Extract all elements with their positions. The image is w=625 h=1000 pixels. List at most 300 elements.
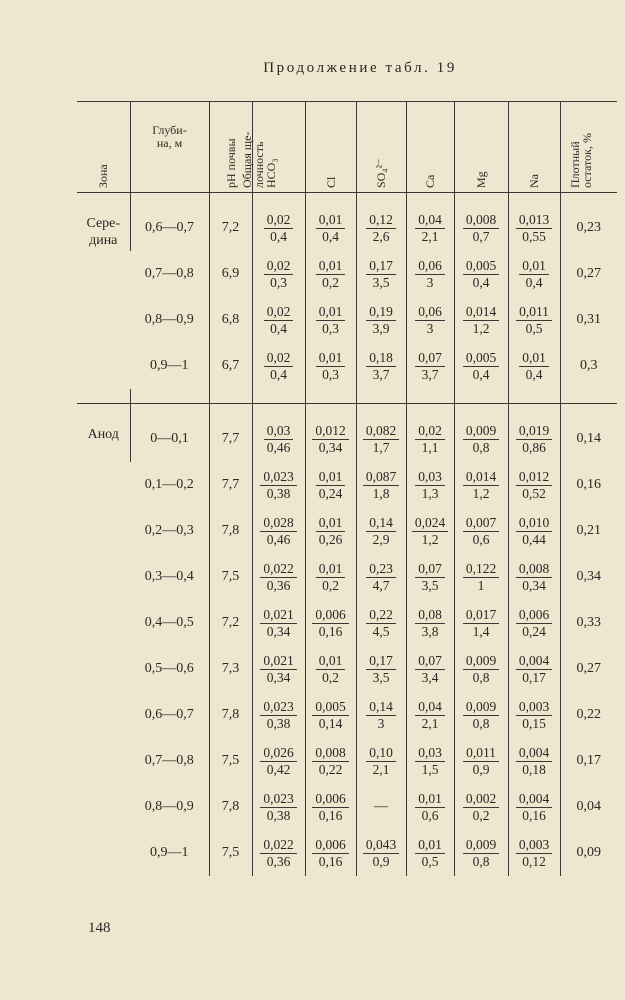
fraction: [366, 350, 396, 383]
mg-percent: 0,009: [463, 653, 499, 670]
fraction: [516, 699, 552, 732]
spacer-cell: [252, 193, 305, 206]
alk-percent: 0,02: [264, 304, 294, 321]
depth-cell: 0,3—0,4: [144, 569, 194, 584]
ca-cell: [406, 205, 454, 251]
alk-cell: [252, 738, 305, 784]
fraction: [415, 423, 445, 456]
cl-percent: 0,01: [316, 258, 346, 275]
cl-percent: 0,01: [316, 515, 346, 532]
cl-meq: 0,22: [318, 761, 343, 777]
spacer-cell: [560, 404, 617, 417]
so4-percent: 0,043: [363, 837, 399, 854]
ca-cell: [406, 251, 454, 297]
table-row: [77, 297, 617, 343]
fraction: [366, 745, 396, 778]
fraction: [463, 258, 499, 291]
ca-percent: 0,024: [412, 515, 448, 532]
ca-meq: 1,2: [421, 531, 439, 547]
so4-percent: 0,087: [363, 469, 399, 486]
table-caption: Продолжение табл. 19: [263, 60, 457, 76]
fraction: [366, 699, 396, 732]
fraction: [415, 469, 445, 502]
ca-cell: [406, 830, 454, 876]
na-percent: 0,011: [516, 304, 552, 321]
alk-percent: 0,023: [260, 699, 296, 716]
alk-cell: [252, 784, 305, 830]
mg-percent: 0,005: [463, 350, 499, 367]
depth-cell: 0,9—1: [150, 358, 189, 373]
mg-meq: 1,2: [472, 485, 490, 501]
ca-cell: [406, 600, 454, 646]
alk-meq: 0,4: [270, 320, 287, 336]
fraction: [264, 258, 294, 291]
fraction: [463, 699, 499, 732]
alk-meq: 0,4: [270, 228, 287, 244]
fraction: [260, 791, 296, 824]
depth-cell: 0,9—1: [150, 845, 189, 860]
alk-percent: 0,026: [260, 745, 296, 762]
depth-cell: 0,8—0,9: [144, 799, 194, 814]
fraction: [463, 515, 499, 548]
mg-meq: 0,6: [472, 531, 490, 547]
fraction: [264, 350, 294, 383]
table-row: [77, 343, 617, 389]
header-residue: Плотный остаток, %: [560, 102, 617, 193]
ca-cell: [406, 554, 454, 600]
mg-meq: 0,4: [472, 366, 490, 382]
alk-percent: 0,022: [260, 837, 296, 854]
fraction: [463, 304, 499, 337]
alk-meq: 0,46: [266, 439, 291, 455]
ph-cell: 6,8: [209, 297, 252, 343]
fraction: [412, 515, 448, 548]
so4-cell: [356, 205, 406, 251]
residue-cell: 0,21: [560, 508, 617, 554]
ph-cell: 7,2: [209, 205, 252, 251]
na-percent: 0,004: [516, 745, 552, 762]
alk-meq: 0,38: [266, 807, 291, 823]
so4-meq: 3,5: [372, 669, 390, 685]
fraction: [415, 258, 445, 291]
na-cell: [508, 692, 560, 738]
so4-cell: —: [356, 784, 406, 830]
ca-cell: [406, 297, 454, 343]
fraction: [516, 423, 552, 456]
ph-cell: 7,3: [209, 646, 252, 692]
table-row: [77, 646, 617, 692]
ca-meq: 1,1: [421, 439, 439, 455]
fraction: [463, 745, 499, 778]
mg-meq: 0,7: [472, 228, 490, 244]
so4-meq: 2,9: [372, 531, 390, 547]
fraction: [366, 258, 396, 291]
mg-cell: [454, 554, 508, 600]
fraction: [463, 791, 499, 824]
cl-cell: [305, 692, 356, 738]
fraction: [415, 607, 445, 640]
so4-meq: 1,8: [372, 485, 390, 501]
alk-cell: [252, 646, 305, 692]
ca-percent: 0,02: [415, 423, 445, 440]
fraction: [463, 561, 499, 594]
ca-cell: [406, 646, 454, 692]
alk-cell: [252, 554, 305, 600]
ca-percent: 0,06: [415, 258, 445, 275]
cl-meq: 0,16: [318, 807, 343, 823]
ca-percent: 0,04: [415, 212, 445, 229]
ca-meq: 2,1: [421, 715, 439, 731]
alk-meq: 0,42: [266, 761, 291, 777]
alk-cell: [252, 830, 305, 876]
spacer-cell: [508, 404, 560, 417]
fraction: [260, 699, 296, 732]
fraction: [516, 561, 552, 594]
fraction: [260, 469, 296, 502]
mg-percent: 0,014: [463, 304, 499, 321]
fraction: [415, 212, 445, 245]
ca-meq: 0,6: [421, 807, 439, 823]
spacer-cell: [406, 193, 454, 206]
residue-cell: 0,09: [560, 830, 617, 876]
na-percent: 0,004: [516, 791, 552, 808]
header-row: [77, 102, 617, 193]
ca-percent: 0,03: [415, 469, 445, 486]
depth-cell: 0,5—0,6: [144, 661, 194, 676]
spacer-cell: [130, 404, 209, 417]
cl-cell: [305, 205, 356, 251]
cl-meq: 0,14: [318, 715, 343, 731]
header-mg: Mg: [454, 102, 508, 193]
fraction: [316, 304, 346, 337]
spacer-cell: [77, 389, 130, 404]
cl-percent: 0,01: [316, 653, 346, 670]
cl-percent: 0,01: [316, 212, 346, 229]
cl-cell: [305, 343, 356, 389]
table-row: [77, 830, 617, 876]
ca-meq: 1,5: [421, 761, 439, 777]
residue-cell: 0,33: [560, 600, 617, 646]
fraction: [463, 212, 499, 245]
mg-cell: [454, 343, 508, 389]
na-cell: [508, 554, 560, 600]
mg-meq: 1,2: [472, 320, 490, 336]
mg-percent: 0,014: [463, 469, 499, 486]
fraction: [516, 515, 552, 548]
ca-cell: [406, 508, 454, 554]
alk-cell: [252, 297, 305, 343]
table-row: [77, 738, 617, 784]
fraction: [260, 515, 296, 548]
cl-cell: [305, 830, 356, 876]
na-percent: 0,019: [516, 423, 552, 440]
alk-cell: [252, 600, 305, 646]
so4-cell: [356, 600, 406, 646]
fraction: [312, 607, 348, 640]
mg-meq: 0,8: [472, 669, 490, 685]
fraction: [519, 258, 549, 291]
fraction: [316, 469, 346, 502]
depth-cell: 0,6—0,7: [130, 205, 209, 251]
so4-percent: 0,17: [366, 653, 396, 670]
ca-percent: 0,01: [415, 837, 445, 854]
cl-percent: 0,01: [316, 469, 346, 486]
alk-meq: 0,3: [270, 274, 287, 290]
fraction: [312, 745, 348, 778]
spacer-cell: [356, 404, 406, 417]
so4-percent: 0,10: [366, 745, 396, 762]
na-meq: 0,4: [525, 366, 543, 382]
fraction: [516, 212, 552, 245]
na-meq: 0,4: [525, 274, 543, 290]
ca-percent: 0,03: [415, 745, 445, 762]
fraction: [366, 607, 396, 640]
na-cell: [508, 830, 560, 876]
residue-cell: 0,22: [560, 692, 617, 738]
fraction: [415, 653, 445, 686]
residue-cell: 0,27: [560, 646, 617, 692]
fraction: [264, 423, 294, 456]
ph-cell: 7,7: [209, 416, 252, 462]
alk-cell: [252, 462, 305, 508]
mg-cell: [454, 205, 508, 251]
cl-percent: 0,008: [312, 745, 348, 762]
na-percent: 0,013: [516, 212, 552, 229]
mg-cell: [454, 297, 508, 343]
so4-meq: 1,7: [372, 439, 390, 455]
mg-percent: 0,011: [463, 745, 499, 762]
mg-cell: [454, 646, 508, 692]
mg-meq: 0,4: [472, 274, 490, 290]
ca-percent: 0,07: [415, 350, 445, 367]
cl-meq: 0,34: [318, 439, 343, 455]
na-meq: 0,17: [522, 669, 546, 685]
depth-cell: 0,1—0,2: [144, 477, 194, 492]
fraction: [415, 791, 445, 824]
spacer-row: [77, 389, 617, 404]
na-meq: 0,18: [522, 761, 546, 777]
ca-meq: 0,5: [421, 853, 439, 869]
na-cell: [508, 205, 560, 251]
mg-meq: 1,4: [472, 623, 490, 639]
alk-cell: [252, 508, 305, 554]
depth-cell: 0,4—0,5: [144, 615, 194, 630]
so4-cell: [356, 738, 406, 784]
fraction: [316, 653, 346, 686]
na-percent: 0,004: [516, 653, 552, 670]
fraction: [264, 212, 294, 245]
mg-meq: 1: [477, 577, 485, 593]
spacer-cell: [454, 389, 508, 404]
table-row: [77, 784, 617, 830]
cl-percent: 0,012: [312, 423, 348, 440]
na-percent: 0,010: [516, 515, 552, 532]
cl-meq: 0,3: [322, 320, 339, 336]
so4-cell: [356, 830, 406, 876]
na-percent: 0,012: [516, 469, 552, 486]
mg-cell: [454, 251, 508, 297]
mg-meq: 0,8: [472, 715, 490, 731]
so4-meq: 3,7: [372, 366, 390, 382]
alk-meq: 0,36: [266, 853, 291, 869]
spacer-cell: [252, 404, 305, 417]
fraction: [366, 653, 396, 686]
spacer-cell: [356, 389, 406, 404]
residue-cell: 0,04: [560, 784, 617, 830]
na-meq: 0,16: [522, 807, 546, 823]
so4-percent: 0,082: [363, 423, 399, 440]
zone-cell: Сере- дина: [86, 216, 121, 248]
mg-percent: 0,002: [463, 791, 499, 808]
spacer-cell: [252, 389, 305, 404]
fraction: [312, 791, 348, 824]
fraction: [516, 653, 552, 686]
ph-cell: 7,7: [209, 462, 252, 508]
so4-meq: 3: [377, 715, 385, 731]
so4-cell: [356, 692, 406, 738]
cl-meq: 0,16: [318, 623, 343, 639]
cl-percent: 0,006: [312, 607, 348, 624]
na-meq: 0,24: [522, 623, 546, 639]
mg-percent: 0,008: [463, 212, 499, 229]
alk-percent: 0,028: [260, 515, 296, 532]
alk-cell: [252, 692, 305, 738]
ca-percent: 0,06: [415, 304, 445, 321]
cl-cell: [305, 297, 356, 343]
na-cell: [508, 738, 560, 784]
fraction: [260, 745, 296, 778]
alk-meq: 0,34: [266, 623, 291, 639]
alk-meq: 0,4: [270, 366, 287, 382]
na-cell: [508, 784, 560, 830]
so4-meq: 3,5: [372, 274, 390, 290]
fraction: [316, 561, 346, 594]
ca-cell: [406, 416, 454, 462]
mg-cell: [454, 416, 508, 462]
alk-percent: 0,02: [264, 350, 294, 367]
table-row: [77, 205, 617, 251]
spacer-cell: [560, 389, 617, 404]
spacer-cell: [454, 193, 508, 206]
alk-cell: [252, 251, 305, 297]
spacer-cell: [508, 389, 560, 404]
alk-percent: 0,02: [264, 258, 294, 275]
spacer-cell: [77, 193, 130, 206]
cl-cell: [305, 600, 356, 646]
fraction: [415, 837, 445, 870]
mg-meq: 0,8: [472, 439, 490, 455]
spacer-cell: [356, 193, 406, 206]
na-cell: [508, 600, 560, 646]
so4-meq: 2,6: [372, 228, 390, 244]
residue-cell: 0,3: [560, 343, 617, 389]
cl-cell: [305, 646, 356, 692]
cl-meq: 0,2: [322, 669, 339, 685]
alk-percent: 0,023: [260, 791, 296, 808]
fraction: [366, 561, 396, 594]
fraction: [463, 469, 499, 502]
mg-meq: 0,2: [472, 807, 490, 823]
mg-cell: [454, 784, 508, 830]
fraction: [312, 423, 348, 456]
so4-cell: [356, 646, 406, 692]
so4-percent: 0,14: [366, 699, 396, 716]
so4-meq: 4,7: [372, 577, 390, 593]
ca-meq: 2,1: [421, 228, 439, 244]
ph-cell: 7,5: [209, 738, 252, 784]
so4-percent: 0,22: [366, 607, 396, 624]
fraction: [366, 515, 396, 548]
na-meq: 0,52: [522, 485, 546, 501]
cl-meq: 0,2: [322, 577, 339, 593]
so4-percent: 0,17: [366, 258, 396, 275]
mg-cell: [454, 462, 508, 508]
alk-percent: 0,022: [260, 561, 296, 578]
table-row: [77, 462, 617, 508]
fraction: [260, 837, 296, 870]
fraction: [415, 699, 445, 732]
ca-cell: [406, 462, 454, 508]
na-percent: 0,01: [519, 258, 549, 275]
alk-meq: 0,38: [266, 485, 291, 501]
cl-meq: 0,2: [322, 274, 339, 290]
fraction: [516, 837, 552, 870]
ph-cell: 7,8: [209, 692, 252, 738]
na-cell: [508, 462, 560, 508]
fraction: [463, 607, 499, 640]
cl-cell: [305, 554, 356, 600]
mg-percent: 0,005: [463, 258, 499, 275]
cl-percent: 0,01: [316, 561, 346, 578]
cl-meq: 0,4: [322, 228, 339, 244]
na-meq: 0,34: [522, 577, 546, 593]
na-percent: 0,003: [516, 837, 552, 854]
fraction: [463, 837, 499, 870]
alk-cell: [252, 205, 305, 251]
mg-meq: 0,8: [472, 853, 490, 869]
spacer-cell: [209, 389, 252, 404]
so4-percent: 0,12: [366, 212, 396, 229]
fraction: [516, 469, 552, 502]
spacer-cell: [560, 193, 617, 206]
depth-cell: 0,6—0,7: [144, 707, 194, 722]
fraction: [316, 212, 346, 245]
cl-cell: [305, 251, 356, 297]
na-meq: 0,5: [525, 320, 543, 336]
header-na: Na: [508, 102, 560, 193]
spacer-cell: [305, 389, 356, 404]
fraction: [264, 304, 294, 337]
zone-cell: Анод: [87, 427, 119, 442]
table-row: [77, 251, 617, 297]
residue-cell: 0,14: [560, 416, 617, 462]
fraction: [516, 745, 552, 778]
so4-percent: 0,14: [366, 515, 396, 532]
so4-cell: [356, 508, 406, 554]
fraction: [415, 304, 445, 337]
so4-cell: [356, 251, 406, 297]
ca-meq: 3: [426, 274, 434, 290]
table-row: [77, 508, 617, 554]
residue-cell: 0,34: [560, 554, 617, 600]
mg-meq: 0,9: [472, 761, 490, 777]
header-cl: Cl: [305, 102, 356, 193]
cl-percent: 0,006: [312, 837, 348, 854]
fraction: [260, 607, 296, 640]
mg-percent: 0,009: [463, 837, 499, 854]
na-percent: 0,01: [519, 350, 549, 367]
cl-meq: 0,3: [322, 366, 339, 382]
